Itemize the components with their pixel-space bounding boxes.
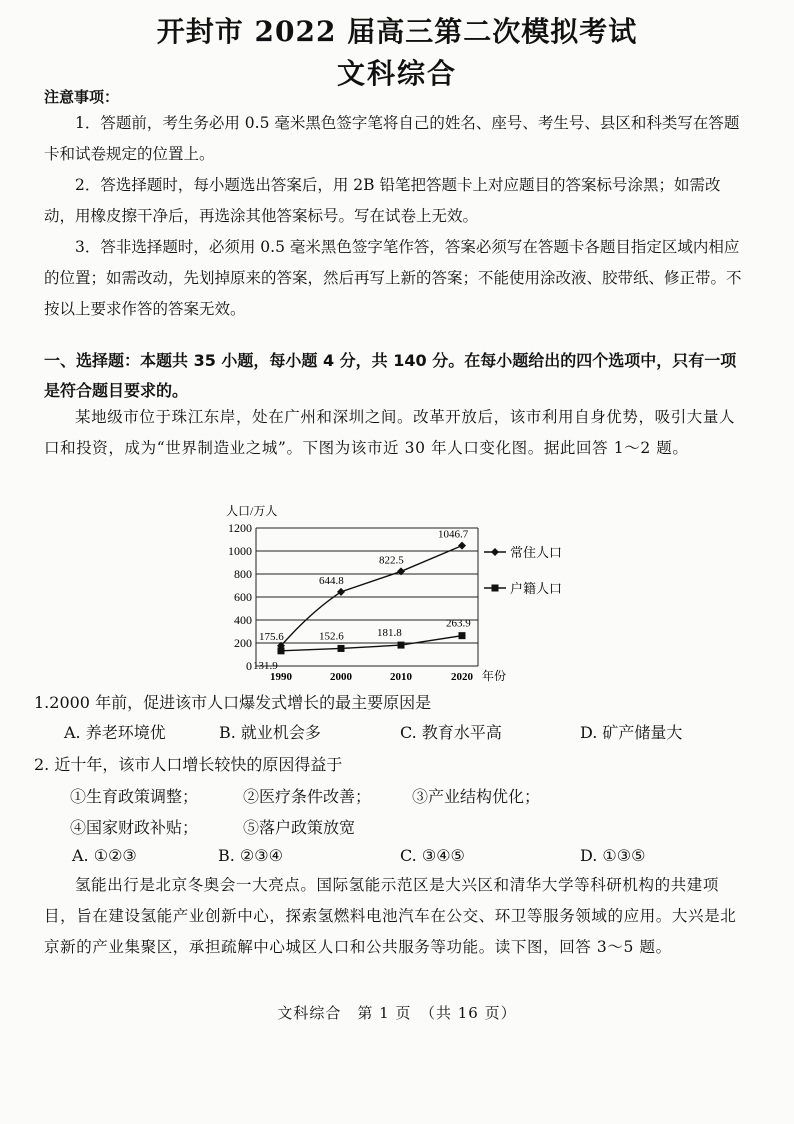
y-axis-label: 人口/万人	[226, 504, 278, 518]
q2-option-a[interactable]: A. ①②③	[72, 846, 137, 865]
q1-option-d[interactable]: D. 矿产储量大	[580, 723, 683, 742]
x-tick-label: 2000	[330, 671, 352, 683]
exam-title: 开封市 2022 届高三第二次模拟考试	[156, 15, 638, 48]
exam-subtitle: 文科综合	[336, 57, 457, 90]
question-2: 2. 近十年，该市人口增长较快的原因得益于	[34, 755, 343, 774]
q2-option-b[interactable]: B. ②③④	[218, 846, 283, 865]
data-label-registered: 131.9	[253, 659, 278, 672]
q1-option-a[interactable]: A. 养老环境优	[64, 723, 166, 742]
y-tick-label: 0	[246, 659, 252, 673]
data-point-registered	[278, 647, 285, 654]
question-stem-2: 氢能出行是北京冬奥会一大亮点。国际氢能示范区是大兴区和清华大学等科研机构的共建项目，旨在建设氢能产业创新中心，探索氢燃料电池汽车在公交、环卫等服务领域的应用。大兴是北京新的产业集聚区，承担疏解中心城区人口和公共服务等功能。读下图，回答 3～5 题。	[44, 876, 737, 956]
section-heading: 一、选择题：本题共 35 小题，每小题 4 分，共 140 分。在每小题给出的四个选项中，只有一项是符合题目要求的。	[44, 351, 737, 400]
legend-label-resident: 常住人口	[510, 545, 563, 560]
data-label-registered: 181.8	[377, 627, 402, 640]
notice-item: 2．答选择题时，每小题选出答案后，用 2B 铅笔把答题卡上对应题目的答案标号涂黑；如需改动，用橡皮擦干净后，再选涂其他答案标号。写在试卷上无效。	[44, 176, 721, 225]
data-label-resident: 822.5	[379, 554, 404, 567]
question-1: 1.2000 年前，促进该市人口爆发式增长的最主要原因是	[34, 693, 432, 712]
q2-item-2: ②医疗条件改善；	[243, 787, 372, 806]
data-point-resident	[337, 588, 345, 596]
legend-marker-resident	[491, 548, 499, 556]
y-tick-label: 800	[234, 567, 252, 581]
population-chart	[222, 502, 602, 686]
y-tick-label: 1000	[228, 544, 252, 558]
legend-marker-registered	[492, 585, 499, 592]
data-point-registered	[398, 642, 405, 649]
q2-item-1: ①生育政策调整；	[70, 787, 199, 806]
x-tick-label: 2020	[451, 671, 473, 683]
question-stem-1: 某地级市位于珠江东岸，处在广州和深圳之间。改革开放后，该市利用自身优势，吸引大量人口和投资，成为“世界制造业之城”。下图为该市近 30 年人口变化图。据此回答 1～2 题。	[44, 408, 736, 457]
x-tick-label: 1990	[270, 671, 292, 683]
y-tick-label: 1200	[228, 521, 252, 535]
data-label-resident: 644.8	[319, 574, 344, 587]
series-line-resident	[281, 546, 462, 646]
data-label-resident: 1046.7	[438, 528, 469, 541]
data-point-registered	[459, 632, 466, 639]
y-tick-label: 400	[234, 613, 252, 627]
x-axis-label: 年份	[482, 669, 507, 683]
q2-item-5: ⑤落户政策放宽	[243, 818, 356, 837]
q2-option-c[interactable]: C. ③④⑤	[400, 846, 465, 865]
notice-heading: 注意事项：	[44, 88, 120, 106]
y-tick-label: 600	[234, 590, 252, 604]
q2-option-d[interactable]: D. ①③⑤	[580, 846, 646, 865]
q2-item-3: ③产业结构优化；	[412, 787, 541, 806]
notice-item: 1．答题前，考生务必用 0.5 毫米黑色签字笔将自己的姓名、座号、考生号、县区和科类写在答题卡和试卷规定的位置上。	[44, 114, 740, 163]
x-tick-label: 2010	[390, 671, 412, 683]
data-label-registered: 263.9	[446, 617, 471, 630]
data-point-resident	[458, 542, 466, 550]
q1-option-b[interactable]: B. 就业机会多	[219, 723, 321, 742]
data-label-resident: 175.6	[259, 630, 284, 643]
legend-label-registered: 户籍人口	[510, 581, 563, 596]
q2-item-4: ④国家财政补贴；	[70, 818, 199, 837]
notice-item: 3．答非选择题时，必须用 0.5 毫米黑色签字笔作答，答案必须写在答题卡各题目指定区域内相应的位置；如需改动，先划掉原来的答案，然后再写上新的答案；不能使用涂改液、胶带纸、修正带。不按以上要求作答的答案无效。	[44, 238, 742, 318]
data-point-registered	[338, 645, 345, 652]
notice-list	[44, 108, 744, 325]
q1-option-c[interactable]: C. 教育水平高	[400, 723, 502, 742]
y-tick-label: 200	[234, 636, 252, 650]
data-label-registered: 152.6	[319, 630, 344, 643]
page-footer: 文科综合 第 1 页 （共 16 页）	[277, 1004, 517, 1022]
